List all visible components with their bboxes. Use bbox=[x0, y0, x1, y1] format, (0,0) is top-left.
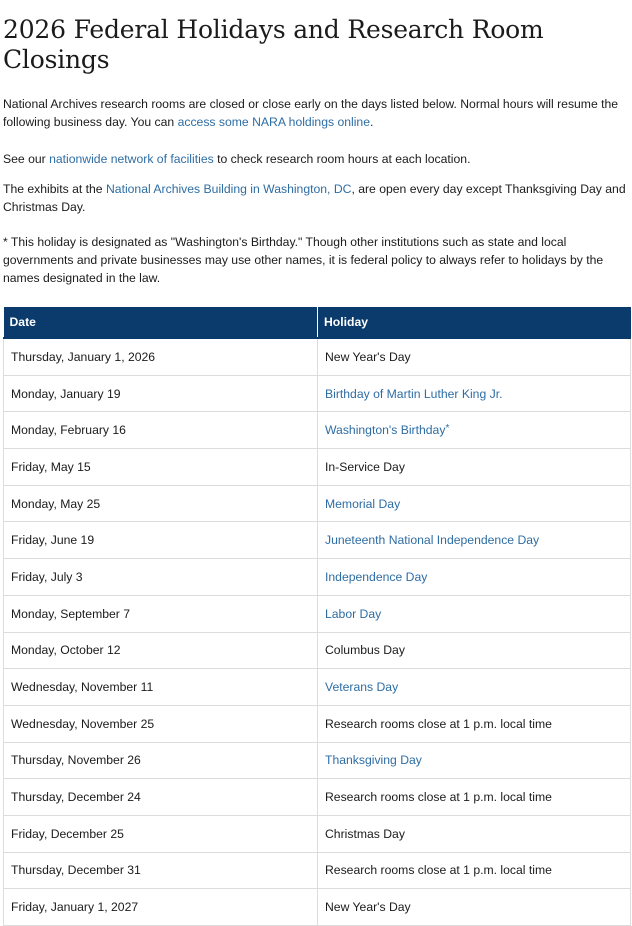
table-row bbox=[4, 779, 631, 816]
holiday-cell bbox=[318, 338, 631, 375]
holiday-cell bbox=[318, 669, 631, 706]
holiday-cell bbox=[318, 889, 631, 926]
holiday-cell bbox=[318, 412, 631, 449]
holiday-date: Wednesday, November 25 bbox=[4, 705, 318, 742]
holiday-cell bbox=[318, 449, 631, 486]
table-row bbox=[4, 522, 631, 559]
table-row bbox=[4, 412, 631, 449]
holiday-date: Friday, January 1, 2027 bbox=[4, 889, 318, 926]
holiday-cell bbox=[318, 742, 631, 779]
holiday-cell bbox=[318, 779, 631, 816]
holiday-name: Independence Day bbox=[325, 569, 428, 584]
footnote: * This holiday is designated as "Washington's Birthday." Though other institutions such as state and local governments and private businesses may use other names, it is federal policy to always refer to holidays by the names designated in the law. bbox=[3, 235, 604, 285]
exhibits-paragraph bbox=[3, 180, 629, 216]
holiday-cell bbox=[318, 485, 631, 522]
table-row bbox=[4, 742, 631, 779]
holiday-link[interactable] bbox=[325, 680, 398, 694]
table-row bbox=[4, 338, 631, 375]
holiday-date: Thursday, December 31 bbox=[4, 852, 318, 889]
table-row bbox=[4, 815, 631, 852]
table-row bbox=[4, 705, 631, 742]
holidays-table bbox=[3, 307, 631, 926]
holiday-name: Memorial Day bbox=[325, 496, 401, 511]
table-row bbox=[4, 669, 631, 706]
holiday-name: Research rooms close at 1 p.m. local time bbox=[325, 716, 552, 731]
table-row bbox=[4, 485, 631, 522]
holiday-link[interactable] bbox=[325, 423, 449, 437]
holiday-name: Birthday of Martin Luther King Jr. bbox=[325, 386, 503, 401]
holiday-name: Christmas Day bbox=[325, 826, 405, 841]
holiday-name: Washington's Birthday bbox=[325, 423, 446, 438]
holiday-name: Labor Day bbox=[325, 606, 382, 621]
holiday-date: Monday, May 25 bbox=[4, 485, 318, 522]
holiday-date: Monday, September 7 bbox=[4, 595, 318, 632]
page-title: 2026 Federal Holidays and Research Room Closings bbox=[3, 15, 544, 74]
network-before: See our bbox=[3, 152, 50, 166]
exhibits-before: The exhibits at the bbox=[3, 182, 106, 196]
holiday-cell bbox=[318, 852, 631, 889]
holiday-link[interactable] bbox=[325, 387, 502, 401]
table-row bbox=[4, 889, 631, 926]
archives-building-link[interactable]: National Archives Building in Washington, DC bbox=[105, 182, 352, 196]
intro-text: National Archives research rooms are closed or close early on the days listed below. Normal hours will resume the following business day. You can bbox=[3, 97, 619, 129]
network-after: to check research room hours at each location. bbox=[213, 152, 471, 166]
holiday-link[interactable] bbox=[325, 607, 381, 621]
holiday-name: Veterans Day bbox=[325, 680, 399, 695]
table-row bbox=[4, 375, 631, 412]
holiday-date: Monday, January 19 bbox=[4, 375, 318, 412]
holiday-date: Friday, December 25 bbox=[4, 815, 318, 852]
column-header-holiday: Holiday bbox=[318, 307, 631, 338]
holiday-link[interactable] bbox=[325, 570, 427, 584]
holiday-link[interactable] bbox=[325, 497, 400, 511]
holiday-name: Research rooms close at 1 p.m. local time bbox=[325, 790, 552, 805]
holiday-date: Thursday, November 26 bbox=[4, 742, 318, 779]
footnote-marker: * bbox=[445, 423, 450, 435]
holiday-name: Columbus Day bbox=[325, 643, 405, 658]
holiday-date: Monday, February 16 bbox=[4, 412, 318, 449]
intro-paragraph bbox=[3, 95, 629, 131]
holiday-link[interactable] bbox=[325, 753, 422, 767]
holiday-date: Monday, October 12 bbox=[4, 632, 318, 669]
holiday-date: Thursday, December 24 bbox=[4, 779, 318, 816]
table-row bbox=[4, 449, 631, 486]
column-header-date: Date bbox=[4, 307, 318, 338]
holiday-link[interactable] bbox=[325, 533, 539, 547]
exhibits-after: , are open every day except Thanksgiving Day and Christmas Day. bbox=[3, 182, 626, 214]
table-body bbox=[4, 338, 631, 926]
network-paragraph bbox=[3, 150, 629, 168]
holiday-name: Thanksgiving Day bbox=[325, 753, 422, 768]
holiday-name: In-Service Day bbox=[325, 459, 405, 474]
holiday-cell bbox=[318, 705, 631, 742]
table-row bbox=[4, 559, 631, 596]
holiday-date: Thursday, January 1, 2026 bbox=[4, 338, 318, 375]
holiday-cell bbox=[318, 595, 631, 632]
holiday-cell bbox=[318, 559, 631, 596]
holiday-cell bbox=[318, 522, 631, 559]
table-row bbox=[4, 852, 631, 889]
holiday-date: Friday, June 19 bbox=[4, 522, 318, 559]
holiday-date: Friday, May 15 bbox=[4, 449, 318, 486]
holiday-cell bbox=[318, 632, 631, 669]
holiday-name: New Year's Day bbox=[325, 900, 411, 915]
table-row bbox=[4, 595, 631, 632]
intro-end: . bbox=[370, 115, 374, 129]
holiday-date: Wednesday, November 11 bbox=[4, 669, 318, 706]
holiday-cell bbox=[318, 375, 631, 412]
holiday-name: Juneteenth National Independence Day bbox=[325, 533, 540, 548]
facilities-link[interactable]: nationwide network of facilities bbox=[49, 152, 214, 166]
holiday-name: Research rooms close at 1 p.m. local time bbox=[325, 863, 552, 878]
access-holdings-link[interactable]: access some NARA holdings online bbox=[177, 115, 370, 129]
holiday-date: Friday, July 3 bbox=[4, 559, 318, 596]
holiday-cell bbox=[318, 815, 631, 852]
holiday-name: New Year's Day bbox=[325, 349, 411, 364]
table-header-row bbox=[4, 307, 631, 338]
table-row bbox=[4, 632, 631, 669]
